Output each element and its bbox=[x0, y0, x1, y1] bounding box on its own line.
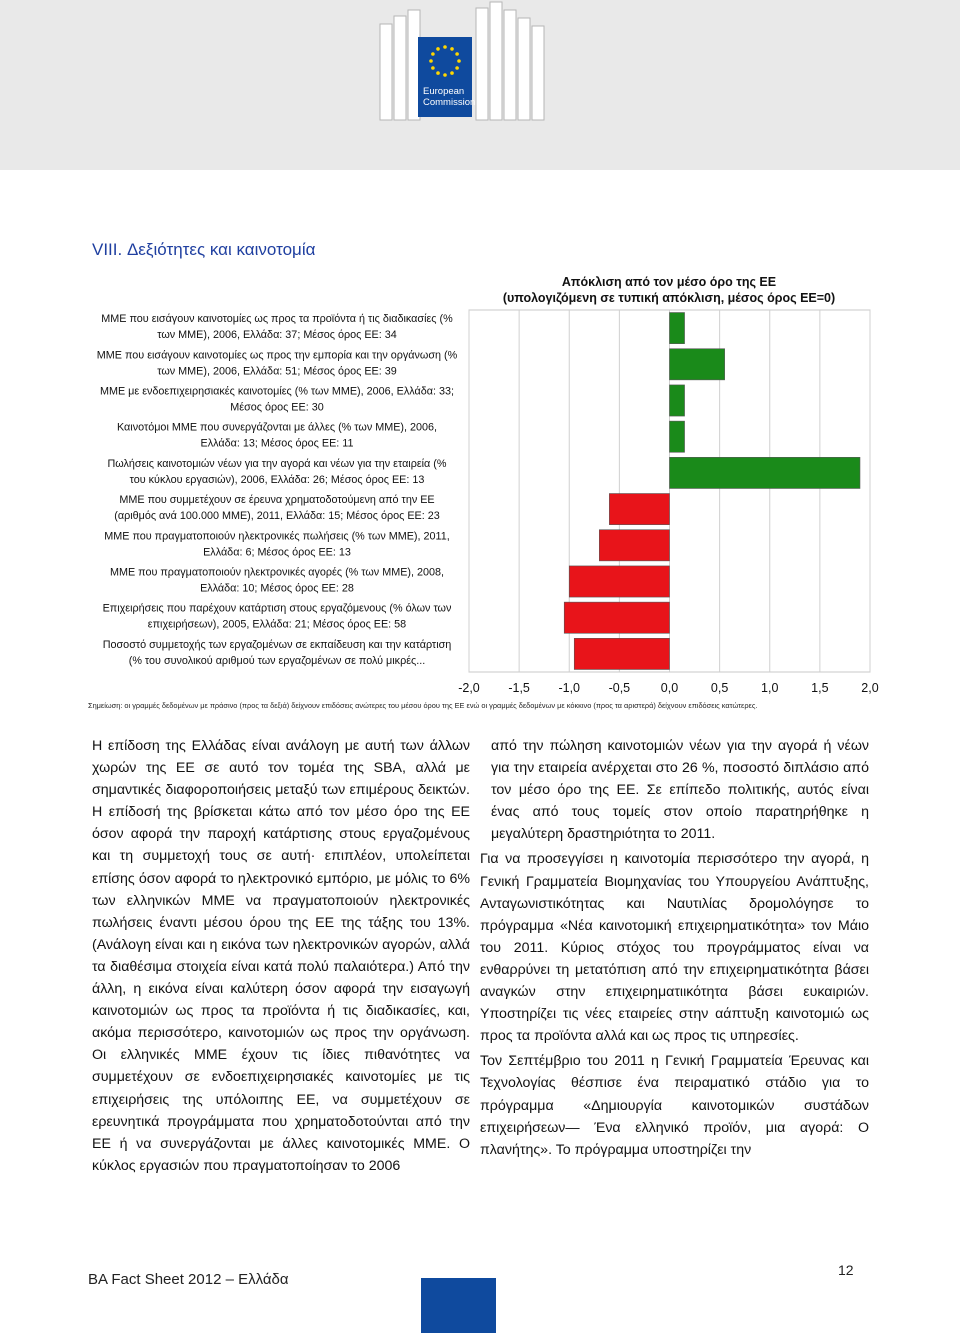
logo-line2: Commission bbox=[423, 97, 476, 108]
eu-star-icon bbox=[443, 45, 447, 49]
eu-star-icon bbox=[431, 66, 435, 70]
right-paragraph-2: Για να προσεγγίσει η καινοτομία περισσότερο την αγορά, η Γενική Γραμματεία Βιομηχανίας του Υπουργείου Ανάπτυξης, Ανταγωνιστικότητας και Ναυτιλίας δρομολόγησε το πρόγραμμα «Νέα καινοτομική επιχειρηματικότητα» τον Μάιο του 2011. Κύριος στόχος του προγράμματος είναι να ενθαρρύνει τη μετατόπιση από την επιχειρηματικότητα βάσει αναγκών στην επιχειρηματιικότητα βάσει ευκαιριών. Υποστηρίζει τις νέες εταιρείες στην αάπτυξη καινοτομιώ ως προς τα προϊόντα αλλά και ως προς τις υπηρεσίες. bbox=[480, 851, 869, 1045]
chart-x-tick-label: -1,0 bbox=[558, 681, 581, 695]
chart-category-label: Ελλάδα: 13; Μέσος όρος ΕΕ: 11 bbox=[200, 437, 354, 450]
chart-bar bbox=[564, 602, 669, 633]
chart-bar bbox=[670, 385, 685, 416]
chart-x-tick-label: -0,5 bbox=[608, 681, 631, 695]
chart-category-label: ΜΜΕ που εισάγουν καινοτομίες ως προς τα προϊόντα ή τις διαδικασίες (% bbox=[101, 313, 453, 326]
chart-x-tick-label: -1,5 bbox=[508, 681, 530, 695]
left-column bbox=[92, 735, 470, 1177]
european-commission-logo bbox=[378, 0, 558, 122]
eu-star-icon bbox=[450, 71, 454, 75]
chart-category-label: Ελλάδα: 10; Μέσος όρος ΕΕ: 28 bbox=[200, 582, 354, 595]
chart-category-label: Καινοτόμοι ΜΜΕ που συνεργάζονται με άλλες (% των ΜΜΕ), 2006, bbox=[116, 421, 438, 434]
chart-category-label: Ποσοστό συμμετοχής των εργαζομένων σε εκπαίδευση και την κατάρτιση bbox=[102, 638, 452, 651]
chart-category-label: επιχειρήσεων), 2005, Ελλάδα: 21; Μέσος όρος ΕΕ: 58 bbox=[147, 618, 407, 631]
eu-star-icon bbox=[457, 59, 461, 63]
chart-bar bbox=[670, 349, 725, 380]
chart-category-label: ΜΜΕ που πραγματοποιούν ηλεκτρονικές πωλήσεις (% των ΜΜΕ), 2011, bbox=[104, 530, 450, 543]
chart-x-tick-label: 1,0 bbox=[761, 681, 779, 695]
logo-line1: European bbox=[423, 86, 465, 97]
chart-note: Σημείωση: οι γραμμές δεδομένων με πράσινο (προς τα δεξιά) δείχνουν επιδόσεις ανώτερες του μέσου όρου της ΕΕ ενώ οι γραμμές δεδομένων με κόκκινο (προς τα αριστερά) δείχνουν επιδόσεις κατώτερες. bbox=[88, 701, 758, 710]
chart-category-label: των ΜΜΕ), 2006, Ελλάδα: 37; Μέσος όρος ΕΕ: 34 bbox=[157, 329, 397, 342]
eu-star-icon bbox=[436, 47, 440, 51]
right-column bbox=[480, 735, 869, 1161]
chart-title-line1: Απόκλιση από τον μέσο όρο της ΕΕ bbox=[561, 275, 777, 289]
chart-bar bbox=[670, 421, 685, 452]
chart-category-label: Μέσος όρος ΕΕ: 30 bbox=[230, 401, 324, 414]
eu-stars-icon bbox=[418, 37, 472, 85]
eu-star-icon bbox=[455, 66, 459, 70]
eu-star-icon bbox=[443, 73, 447, 77]
footer-label: BA Fact Sheet 2012 – Ελλάδα bbox=[88, 1271, 289, 1288]
eu-star-icon bbox=[455, 52, 459, 56]
page-number: 12 bbox=[838, 1262, 854, 1278]
chart-category-label: (% του συνολικού αριθμού των εργαζομένων σε πολύ μικρές... bbox=[128, 654, 426, 667]
chart-x-tick-label: 2,0 bbox=[861, 681, 879, 695]
right-paragraph-3: Τον Σεπτέμβριο του 2011 η Γενική Γραμματεία Έρευνας και Τεχνολογίας θέσπισε ένα πειραματικό στάδιο για το πρόγραμμα «Δημιουργία καινοτομικών συστάδων επιχειρήσεων— Ένα ελληνικό προϊόν, μια αγορά: Ο πλανήτης». Το πρόγραμμα υποστηρίζει την bbox=[480, 1053, 869, 1158]
chart-x-tick-label: 0,5 bbox=[710, 681, 729, 695]
chart-category-label: των ΜΜΕ), 2006, Ελλάδα: 51; Μέσος όρος ΕΕ: 39 bbox=[157, 365, 397, 378]
chart-category-label: Πωλήσεις καινοτομιών νέων για την αγορά και νέων για την εταιρεία (% bbox=[107, 457, 447, 470]
eu-star-icon bbox=[450, 47, 454, 51]
left-paragraph-1: Η επίδοση της Ελλάδας είναι ανάλογη με αυτή των άλλων χωρών της ΕΕ σε αυτό τον τομέα της SBA, αλλά με σημαντικές διαφοροποιήσεις μεταξύ των επιμέρους δεικτών. Η επίδοσή της βρίσκεται κάτω από τον μέσο όρο της ΕΕ όσον αφορά την παροχή κατάρτισης στους εργαζομένους και τη συμμετοχή τους σε αυτή· επιπλέον, υπολείπεται επίσης όσον αφορά το ηλεκτρονικό εμπόριο, με μόλις το 6% των ελληνικών ΜΜΕ να πραγματοποιούν ηλεκτρονικές πωλήσεις έναντι μέσου όρου της ΕΕ της τάξης του 13%. (Ανάλογη είναι και η εικόνα των ηλεκτρονικών αγορών, αλλά τα διαθέσιμα στοιχεία είναι κατά πολύ παλαιότερα.) Από την άλλη, η εικόνα είναι καλύτερη όσον αφορά την εισαγωγή καινοτομιών ως προς τα προϊόντα ή τις διαδικασίες, και, ακόμα περισσότερο, καινοτομιών ως προς την οργάνωση. Οι ελληνικές ΜΜΕ έχουν τις ίδιες πιθανότητες να συμμετέχουν σε ενδοεπιχειρησιακές καινοτομίες με τις επιχειρήσεις της υπόλοιπης ΕΕ, να συμμετέχουν σε ερευνητικά προγράμματα που χρηματοδοτούνται από την ΕΕ ή να συνεργάζονται με άλλες καινοτομικές ΜΜΕ. Ο κύκλος εργασιών που πραγματοποίησαν το 2006 bbox=[92, 738, 470, 1174]
chart-x-tick-label: 1,5 bbox=[811, 681, 829, 695]
chart-category-label: Επιχειρήσεις που παρέχουν κατάρτιση στους εργαζόμενους (% όλων των bbox=[102, 602, 452, 615]
chart-category-label: ΜΜΕ που εισάγουν καινοτομίες ως προς την εμπορία και την οργάνωση (% bbox=[96, 349, 458, 362]
chart-bar bbox=[670, 313, 685, 344]
chart-bars bbox=[564, 313, 860, 670]
chart-x-ticks bbox=[458, 681, 879, 695]
eu-star-icon bbox=[429, 59, 433, 63]
chart-bar bbox=[609, 494, 669, 525]
chart-category-label: ΜΜΕ με ενδοεπιχειρησιακές καινοτομίες (% των ΜΜΕ), 2006, Ελλάδα: 33; bbox=[99, 385, 455, 398]
chart-category-label: (αριθμός ανά 100.000 ΜΜΕ), 2011, Ελλάδα: 15; Μέσος όρος ΕΕ: 23 bbox=[114, 510, 440, 523]
footer-blue-block bbox=[421, 1278, 496, 1333]
eu-star-icon bbox=[431, 52, 435, 56]
chart-title-line2: (υπολογιζόμενη σε τυπική απόκλιση, μέσος όρος ΕΕ=0) bbox=[502, 291, 836, 305]
chart-bar bbox=[599, 530, 669, 561]
chart-bar bbox=[569, 566, 669, 597]
chart-category-labels bbox=[97, 313, 458, 667]
eu-star-icon bbox=[436, 71, 440, 75]
chart-category-label: ΜΜΕ που πραγματοποιούν ηλεκτρονικές αγορές (% των ΜΜΕ), 2008, bbox=[109, 566, 445, 579]
chart-bar bbox=[574, 638, 669, 669]
chart-x-tick-label: -2,0 bbox=[458, 681, 480, 695]
chart-bar bbox=[670, 457, 860, 488]
chart-x-tick-label: 0,0 bbox=[660, 681, 679, 695]
chart-category-label: ΜΜΕ που συμμετέχουν σε έρευνα χρηματοδοτούμενη από την ΕΕ bbox=[119, 494, 435, 507]
chart-category-label: Ελλάδα: 6; Μέσος όρος ΕΕ: 13 bbox=[203, 546, 351, 559]
deviation-bar-chart bbox=[0, 260, 960, 700]
section-title: VIII. Δεξιότητες και καινοτομία bbox=[92, 240, 316, 259]
right-paragraph-1: από την πώληση καινοτομιών νέων για την αγορά ή νέων για την εταιρεία ανέρχεται στο 26 %, ποσοστό διπλάσιο από τον μέσο όρο της ΕΕ. Σε επίπεδο πολιτικής, αυτός είναι ένας από τους τομείς στον οποίο παρατηρήθηκε η μεγαλύτερη δραστηριότητα το 2011. bbox=[491, 738, 869, 843]
chart-category-label: του κύκλου εργασιών), 2006, Ελλάδα: 26; Μέσος όρος ΕΕ: 13 bbox=[129, 473, 425, 486]
logo-text bbox=[423, 86, 475, 108]
